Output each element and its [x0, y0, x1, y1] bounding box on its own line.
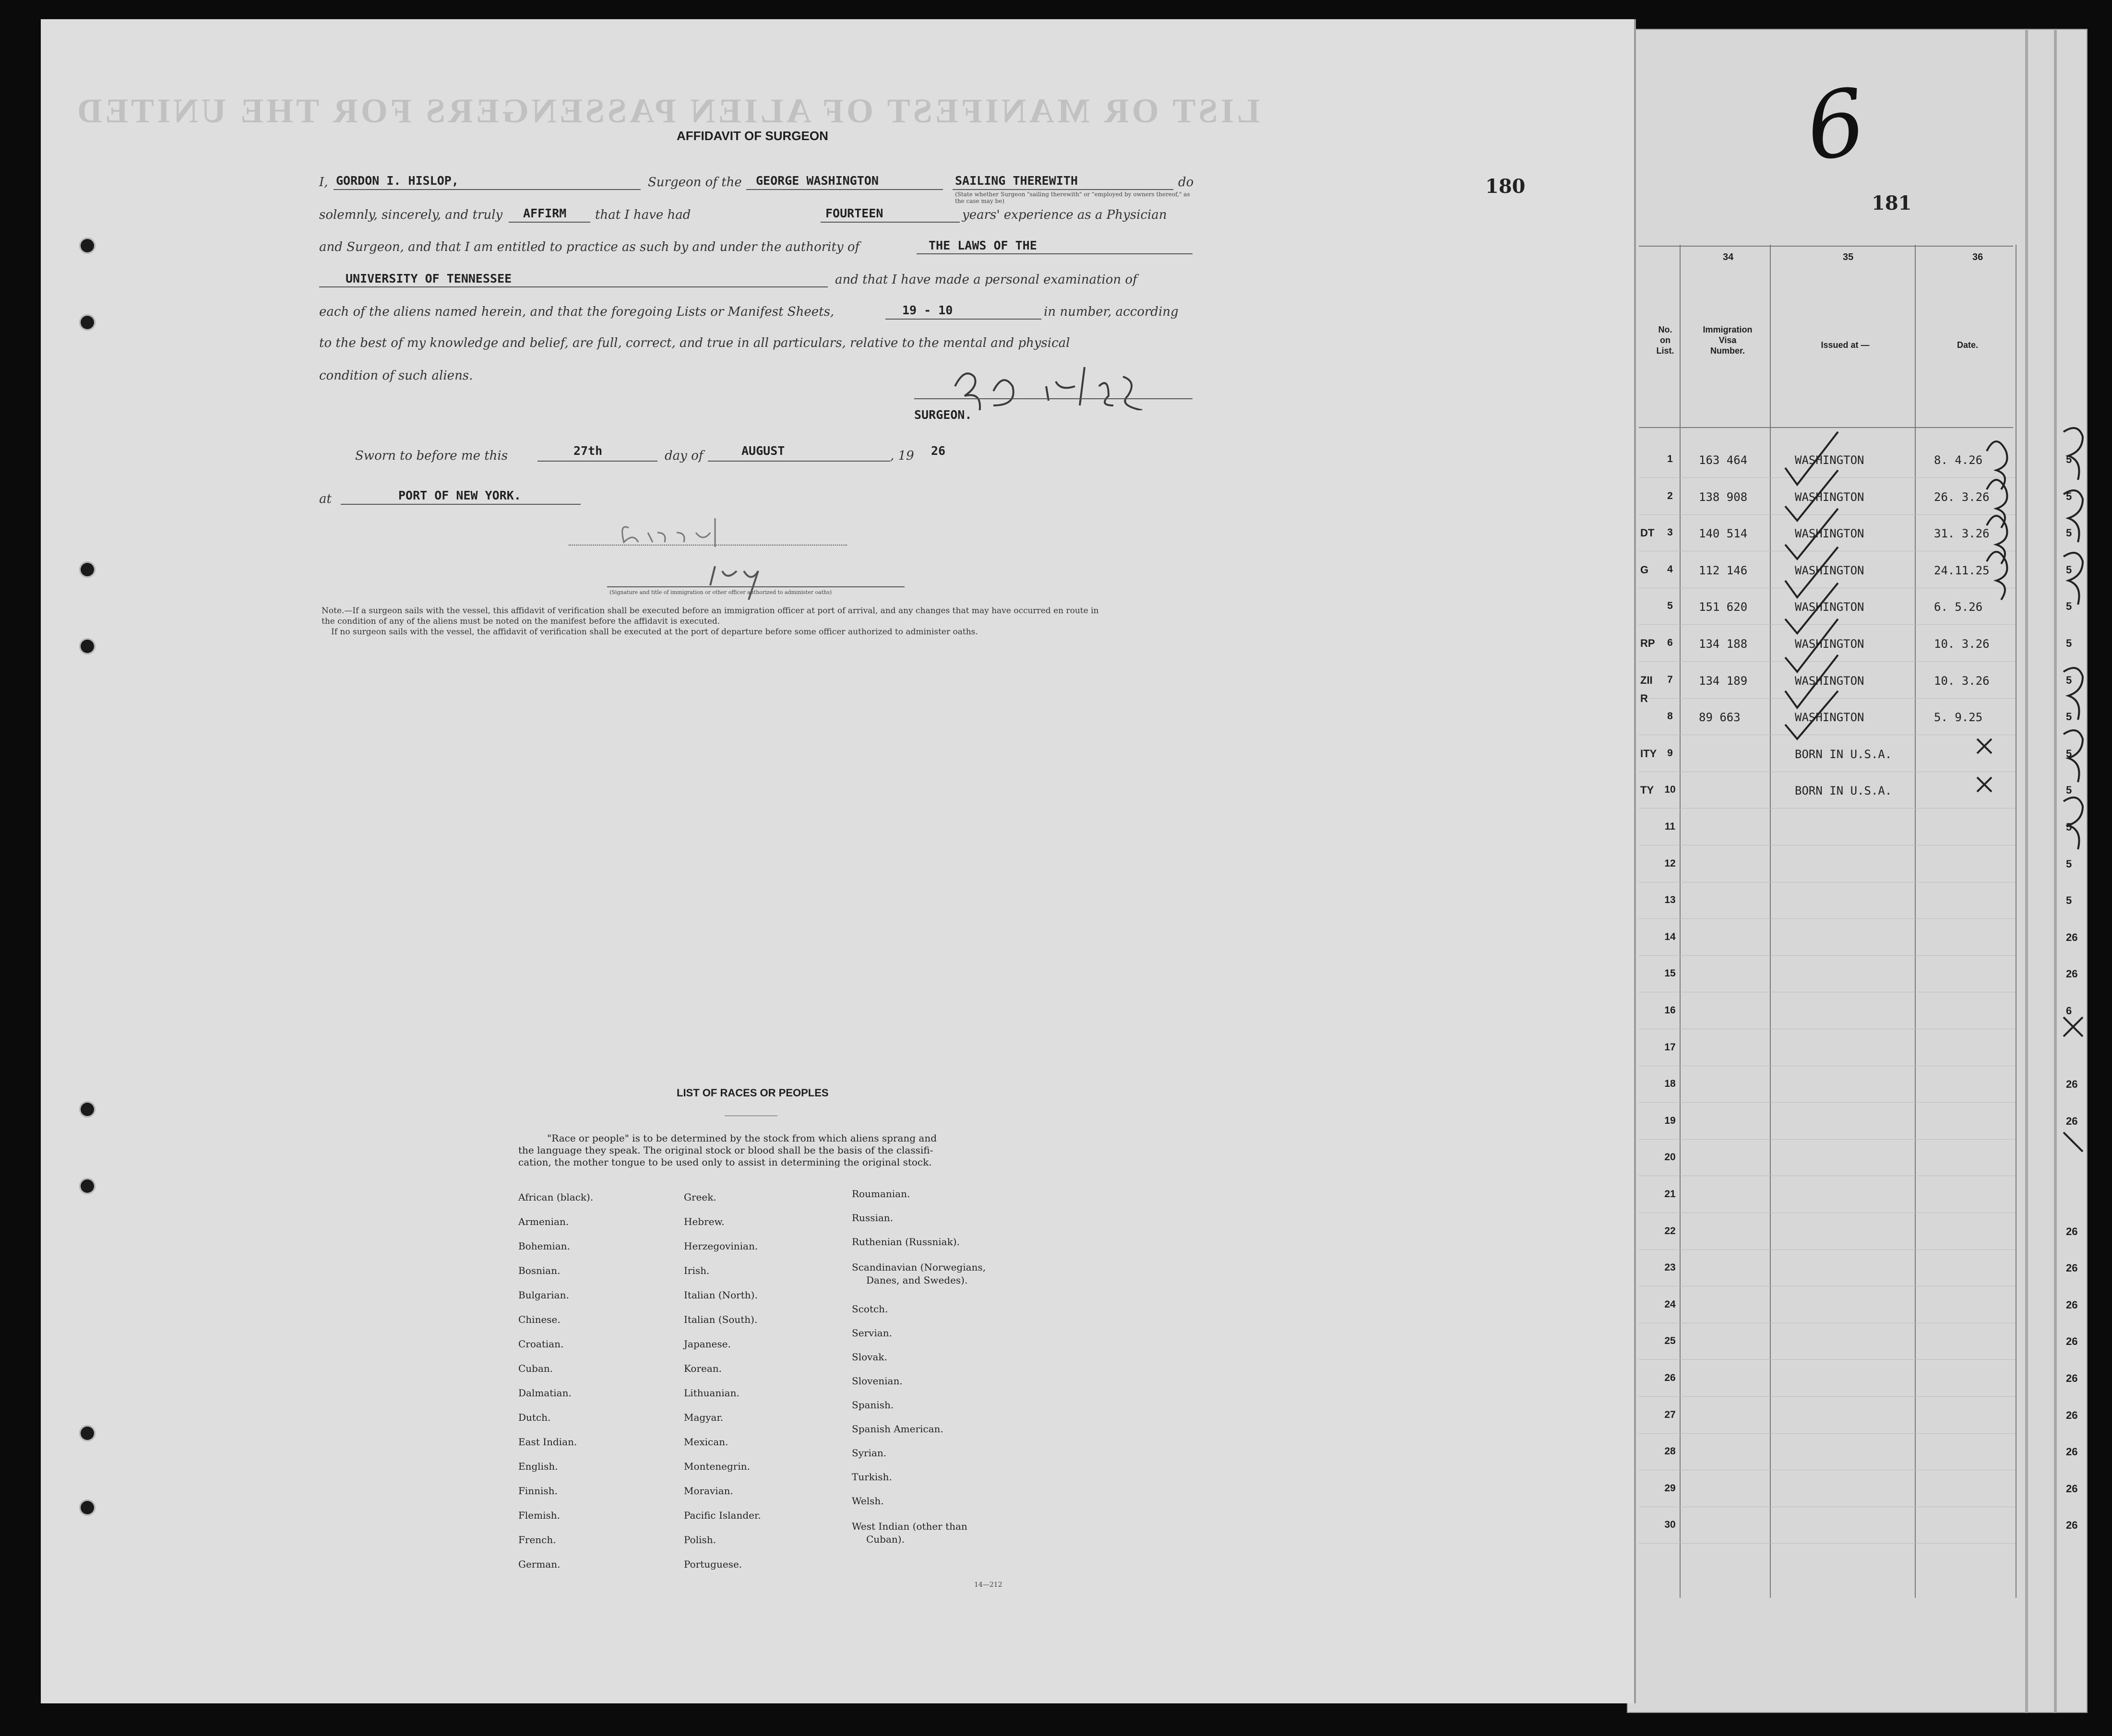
row-number: 30: [1664, 1519, 1676, 1531]
vessel-name: GEORGE WASHINGTON: [756, 174, 879, 188]
race-item: Armenian.: [518, 1216, 569, 1227]
line1-prefix: I,: [319, 175, 328, 190]
surgeon-label: SURGEON.: [914, 408, 972, 422]
authority-line2: UNIVERSITY OF TENNESSEE: [346, 272, 512, 285]
issued-at: WASHINGTON: [1795, 711, 1864, 725]
fill-line: [509, 222, 590, 223]
bleed-through-header: LIST OR MANIFEST OF ALIEN PASSENGERS FOR THE UNITED: [74, 92, 1260, 130]
race-item: Cuban).: [866, 1534, 905, 1545]
race-item: Greek.: [684, 1191, 716, 1203]
row-number: 10: [1664, 784, 1676, 796]
visa-number: 134 188: [1699, 637, 1748, 651]
race-item: Scandinavian (Norwegians,: [852, 1261, 986, 1273]
far-right-mark: 5: [2066, 600, 2072, 613]
punch-hole: [79, 561, 95, 578]
punch-hole: [79, 1499, 95, 1516]
column-number: 36: [1972, 252, 1983, 262]
punch-hole: [79, 1178, 95, 1194]
visa-number: 163 464: [1699, 453, 1748, 467]
row-number: 11: [1664, 821, 1676, 832]
page-number-180: 180: [1485, 175, 1526, 198]
race-item: Servian.: [852, 1327, 892, 1339]
fill-line: [746, 189, 943, 190]
race-item: Welsh.: [852, 1495, 884, 1507]
port-of-new-york: PORT OF NEW YORK.: [398, 488, 521, 502]
surgeon-signature: [941, 357, 1200, 410]
visa-number: 112 146: [1699, 563, 1748, 577]
header-no-on-list: No. on List.: [1656, 325, 1674, 356]
race-item: Polish.: [684, 1534, 716, 1546]
races-intro-line: the language they speak. The original stock or blood shall be the basis of the classifi-: [518, 1144, 933, 1156]
edge-mark: ITY: [1640, 747, 1657, 760]
visa-number: 151 620: [1699, 600, 1748, 614]
col-divider: [1770, 245, 1771, 1598]
line5-suffix: in number, according: [1044, 305, 1179, 319]
note-line-3: If no surgeon sails with the vessel, the affidavit of verification shall be executed at the port of departure before some officer authorized to administer oaths.: [331, 627, 978, 637]
visa-date: 8. 4.26: [1934, 453, 1983, 467]
punch-hole: [79, 638, 95, 654]
race-item: Lithuanian.: [684, 1387, 740, 1399]
race-item: Spanish.: [852, 1399, 894, 1411]
page-number-181: 181: [1872, 192, 1912, 214]
race-item: French.: [518, 1534, 556, 1546]
race-item: Italian (South).: [684, 1314, 758, 1325]
race-item: Spanish American.: [852, 1423, 943, 1435]
issued-at: WASHINGTON: [1795, 490, 1864, 504]
race-item: Flemish.: [518, 1510, 560, 1521]
line2-mid: that I have had: [595, 208, 691, 222]
row-number: 25: [1664, 1335, 1676, 1347]
visa-number: 140 514: [1699, 527, 1748, 541]
race-item: Irish.: [684, 1265, 710, 1276]
column-number: 34: [1723, 252, 1734, 262]
far-right-mark: 5: [2066, 674, 2072, 686]
race-item: Moravian.: [684, 1485, 733, 1497]
punch-hole: [79, 314, 95, 331]
far-right-mark: 5: [2066, 453, 2072, 465]
race-item: Dutch.: [518, 1412, 551, 1423]
issued-at: WASHINGTON: [1795, 453, 1864, 467]
row-number: 26: [1664, 1372, 1676, 1383]
issued-at: WASHINGTON: [1795, 674, 1864, 688]
sheet-count: 19 - 10: [902, 303, 953, 317]
officer-caption: (Signature and title of immigration or other officer authorized to administer oaths): [609, 589, 832, 595]
issued-at: WASHINGTON: [1795, 637, 1864, 651]
race-item: Portuguese.: [684, 1558, 742, 1570]
fill-line: [917, 253, 1193, 254]
far-right-mark: 5: [2066, 637, 2072, 649]
race-item: Bohemian.: [518, 1240, 570, 1252]
line1-mid: Surgeon of the: [648, 175, 742, 190]
line3-prefix: and Surgeon, and that I am entitled to practice as such by and under the authority of: [319, 240, 860, 254]
line1-suffix: do: [1178, 175, 1194, 190]
race-item: Danes, and Swedes).: [866, 1274, 968, 1286]
far-right-mark: 5: [2066, 563, 2072, 576]
visa-date: 5. 9.25: [1934, 711, 1983, 725]
row-number: 22: [1664, 1225, 1676, 1237]
far-right-mark: 26: [2066, 1078, 2078, 1091]
affidavit-sheet: [41, 19, 1634, 1703]
row-number: 5: [1667, 600, 1673, 612]
fill-line: [537, 461, 657, 462]
row-number: 27: [1664, 1409, 1676, 1420]
issued-at: WASHINGTON: [1795, 563, 1864, 577]
punch-hole: [79, 1425, 95, 1441]
row-number: 8: [1667, 711, 1673, 722]
visa-number: 138 908: [1699, 490, 1748, 504]
far-right-mark: 26: [2066, 1298, 2078, 1311]
row-number: 16: [1664, 1005, 1676, 1016]
far-right-mark: 5: [2066, 857, 2072, 870]
race-item: Scotch.: [852, 1303, 888, 1315]
race-item: Slovenian.: [852, 1375, 903, 1387]
row-number: 12: [1664, 857, 1676, 869]
race-item: Dalmatian.: [518, 1387, 572, 1399]
row-number: 4: [1667, 563, 1673, 575]
row-number: 28: [1664, 1446, 1676, 1457]
far-right-mark: 26: [2066, 931, 2078, 943]
year-prefix: , 19: [890, 449, 914, 463]
years-experience: FOURTEEN: [825, 206, 883, 220]
edge-mark: RP: [1640, 637, 1655, 649]
edge-mark: R: [1640, 692, 1648, 704]
fill-line: [953, 189, 1173, 190]
far-right-mark: 26: [2066, 1225, 2078, 1237]
fill-line: [341, 504, 581, 505]
race-item: Hebrew.: [684, 1216, 725, 1227]
far-right-mark: 5: [2066, 490, 2072, 502]
fill-line: [334, 189, 641, 190]
row-number: 9: [1667, 747, 1673, 759]
visa-date: 31. 3.26: [1934, 527, 1990, 541]
race-item: Cuban.: [518, 1363, 553, 1374]
row-number: 15: [1664, 968, 1676, 979]
header-visa-number: Immigration Visa Number.: [1703, 325, 1753, 356]
row-number: 14: [1664, 931, 1676, 942]
row-number: 2: [1667, 490, 1673, 501]
note-line-2: the condition of any of the aliens must be noted on the manifest before the affidavit is executed.: [322, 617, 720, 626]
fill-line: [607, 586, 905, 587]
race-item: English.: [518, 1461, 558, 1472]
surgeon-name: GORDON I. HISLOP,: [336, 174, 459, 188]
fill-line: [821, 222, 960, 223]
race-item: Croatian.: [518, 1338, 564, 1350]
row-number: 21: [1664, 1189, 1676, 1200]
punch-hole: [79, 238, 95, 254]
fill-line: [885, 319, 1041, 320]
row-number: 3: [1667, 527, 1673, 538]
far-right-mark: 26: [2066, 968, 2078, 980]
race-item: Japanese.: [684, 1338, 731, 1350]
far-right-mark: 5: [2066, 784, 2072, 797]
punch-hole: [79, 1101, 95, 1118]
visa-date: 24.11.25: [1934, 563, 1990, 577]
races-intro-line: cation, the mother tongue to be used only to assist in determining the original stock.: [518, 1156, 932, 1168]
race-item: Roumanian.: [852, 1188, 910, 1200]
visa-date: 10. 3.26: [1934, 674, 1990, 688]
row-number: 18: [1664, 1078, 1676, 1090]
race-item: Bosnian.: [518, 1265, 561, 1276]
sworn-prefix: Sworn to before me this: [355, 449, 508, 463]
row-number: 19: [1664, 1115, 1676, 1126]
row-number: 29: [1664, 1482, 1676, 1494]
race-item: Korean.: [684, 1363, 722, 1374]
line5-prefix: each of the aliens named herein, and that the foregoing Lists or Manifest Sheets,: [319, 305, 835, 319]
visa-date: 10. 3.26: [1934, 637, 1990, 651]
handwritten-check-marks: [1776, 422, 2112, 1574]
visa-date: 26. 3.26: [1934, 490, 1990, 504]
visa-number: 89 663: [1699, 711, 1741, 725]
fill-line: [569, 545, 847, 546]
row-number: 23: [1664, 1262, 1676, 1273]
race-item: Chinese.: [518, 1314, 561, 1325]
race-item: African (black).: [518, 1191, 594, 1203]
far-right-mark: 26: [2066, 1446, 2078, 1458]
visa-number: 134 189: [1699, 674, 1748, 688]
col-divider: [1680, 245, 1681, 1598]
table-top-rule: [1639, 246, 2013, 247]
fill-line: [319, 286, 828, 287]
far-right-mark: 5: [2066, 894, 2072, 907]
form-code: 14—212: [974, 1581, 1002, 1589]
row-number: 17: [1664, 1041, 1676, 1053]
affirm: AFFIRM: [523, 206, 567, 220]
race-item: Pacific Islander.: [684, 1510, 761, 1521]
day-of: day of: [665, 449, 704, 463]
line6: to the best of my knowledge and belief, are full, correct, and true in all particulars, relative to the mental and physical: [319, 336, 1070, 350]
race-item: Mexican.: [684, 1436, 728, 1448]
issued-at: WASHINGTON: [1795, 527, 1864, 541]
far-right-mark: 5: [2066, 527, 2072, 539]
row-number: 1: [1667, 453, 1673, 464]
race-item: East Indian.: [518, 1436, 577, 1448]
column-number: 35: [1843, 252, 1854, 262]
race-item: Syrian.: [852, 1447, 887, 1459]
edge-mark: TY: [1640, 784, 1654, 797]
issued-at: BORN IN U.S.A.: [1795, 784, 1892, 798]
header-date: Date.: [1957, 340, 1978, 350]
row-number: 24: [1664, 1298, 1676, 1310]
far-right-mark: 26: [2066, 1262, 2078, 1274]
far-right-mark: 5: [2066, 747, 2072, 760]
far-right-mark: 5: [2066, 711, 2072, 723]
row-number: 7: [1667, 674, 1673, 685]
line2-prefix: solemnly, sincerely, and truly: [319, 208, 503, 222]
issued-at: WASHINGTON: [1795, 600, 1864, 614]
race-item: Ruthenian (Russniak).: [852, 1236, 960, 1248]
edge-mark: ZII: [1640, 674, 1653, 686]
note-line-1: Note.—If a surgeon sails with the vessel, this affidavit of verification shall be executed before an immigration officer at port of arrival, and any changes that may have occurred en route in: [322, 606, 1099, 616]
edge-mark: G: [1640, 563, 1649, 576]
race-item: Italian (North).: [684, 1289, 758, 1301]
edge-mark: DT: [1640, 527, 1655, 539]
row-number: 20: [1664, 1152, 1676, 1163]
sailing-therewith: SAILING THEREWITH: [955, 174, 1078, 188]
far-right-mark: 26: [2066, 1519, 2078, 1532]
issued-at: BORN IN U.S.A.: [1795, 747, 1892, 761]
race-item: Herzegovinian.: [684, 1240, 758, 1252]
races-title: LIST OF RACES OR PEOPLES: [677, 1087, 829, 1099]
race-item: Slovak.: [852, 1351, 887, 1363]
affidavit-title: AFFIDAVIT OF SURGEON: [677, 129, 828, 143]
race-item: Finnish.: [518, 1485, 558, 1497]
far-right-mark: 5: [2066, 821, 2072, 833]
authority-line1: THE LAWS OF THE: [929, 238, 1037, 252]
line7: condition of such aliens.: [319, 369, 473, 383]
fill-line: [708, 461, 890, 462]
race-item: West Indian (other than: [852, 1521, 967, 1532]
fill-line: [914, 398, 1193, 399]
sworn-year: 26: [931, 444, 946, 458]
row-number: 6: [1667, 637, 1673, 648]
visa-date: 6. 5.26: [1934, 600, 1983, 614]
far-right-mark: 26: [2066, 1409, 2078, 1421]
sailing-note: (State whether Surgeon "sailing therewith" or "employed by owners thereof," as the case may be): [955, 191, 1190, 204]
sheet-number-handwritten: 6: [1800, 68, 1872, 182]
race-item: Magyar.: [684, 1412, 724, 1423]
far-right-mark: 26: [2066, 1372, 2078, 1384]
race-item: German.: [518, 1558, 561, 1570]
row-number: 13: [1664, 894, 1676, 906]
sworn-month: AUGUST: [741, 444, 785, 458]
far-right-mark: 26: [2066, 1335, 2078, 1348]
races-intro: [518, 1132, 937, 1168]
at-prefix: at: [319, 492, 332, 506]
sworn-day: 27th: [573, 444, 603, 458]
far-right-mark: 26: [2066, 1482, 2078, 1495]
far-right-mark: 6: [2066, 1005, 2072, 1017]
race-item: Montenegrin.: [684, 1461, 750, 1472]
race-item: Turkish.: [852, 1471, 892, 1483]
line2-suffix: years' experience as a Physician: [962, 208, 1167, 222]
race-item: Russian.: [852, 1212, 894, 1224]
line4-suffix: and that I have made a personal examination of: [835, 273, 1137, 287]
race-item: Bulgarian.: [518, 1289, 569, 1301]
far-right-mark: 26: [2066, 1115, 2078, 1127]
races-intro-line: "Race or people" is to be determined by the stock from which aliens sprang and: [547, 1132, 937, 1144]
header-issued-at: Issued at —: [1821, 340, 1870, 350]
